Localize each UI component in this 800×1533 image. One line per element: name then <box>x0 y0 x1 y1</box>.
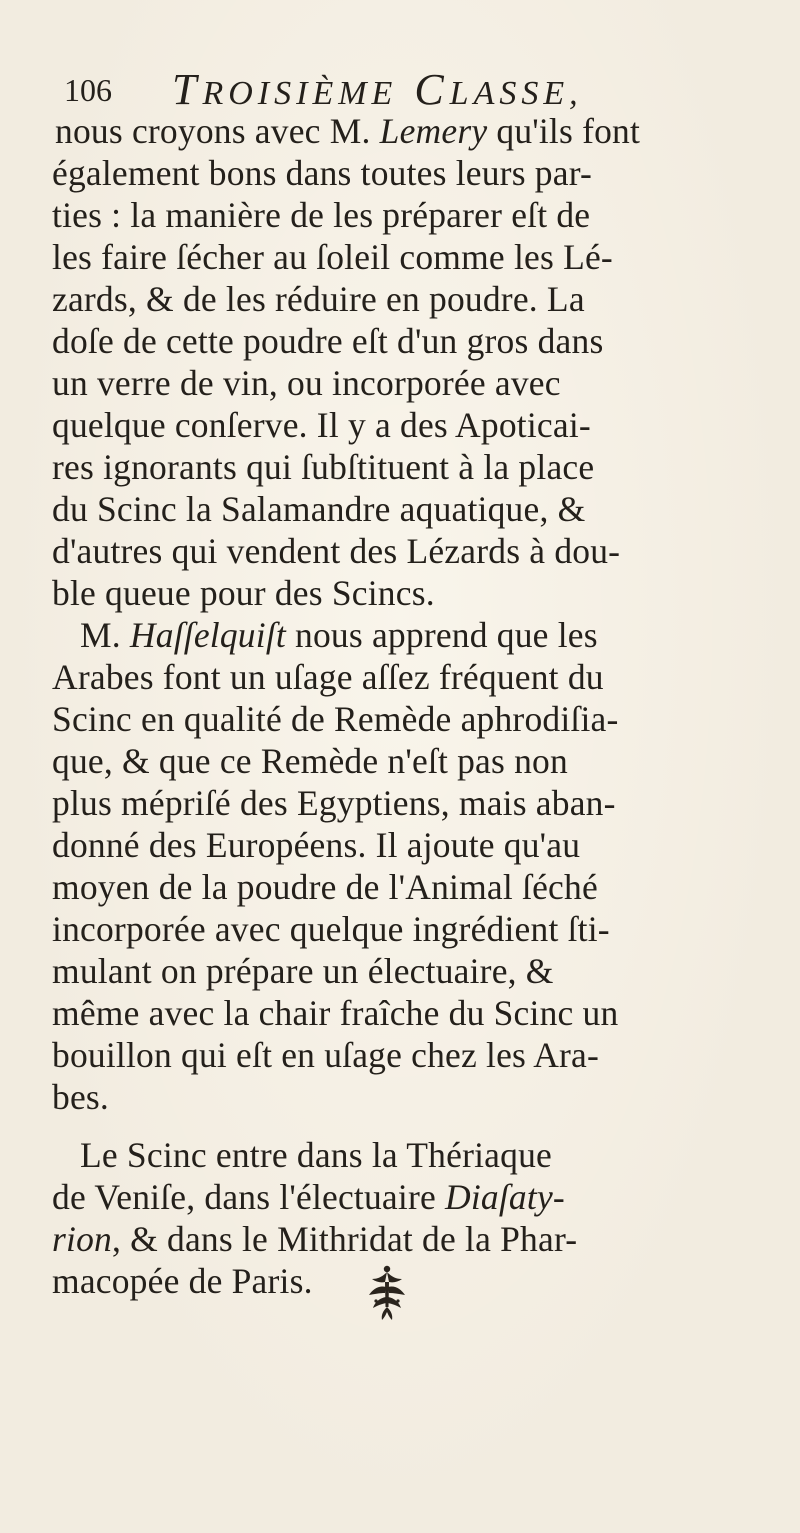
text-line: zards, & de les réduire en poudre. La <box>52 279 585 319</box>
text-line: un verre de vin, ou incorporée avec <box>52 363 561 403</box>
running-head-initial-1: T <box>172 65 203 114</box>
text-line: d'autres qui vendent des Lézards à dou- <box>52 531 621 571</box>
text-line: bouillon qui eſt en uſage chez les Ara- <box>52 1035 600 1075</box>
text-line: Le Scinc entre dans la Thériaque <box>80 1135 552 1175</box>
text-line: rion, & dans le Mithridat de la Phar- <box>52 1219 578 1259</box>
running-head <box>172 64 583 115</box>
text-line: du Scinc la Salamandre aquatique, & <box>52 489 586 529</box>
text-line: plus mépriſé des Egyptiens, mais aban- <box>52 783 616 823</box>
text-line: de Veniſe, dans l'électuaire Diaſaty- <box>52 1177 565 1217</box>
text-line: Scinc en qualité de Remède aphrodiſia- <box>52 699 619 739</box>
text-line: macopée de Paris. <box>52 1261 313 1301</box>
text-line: Arabes font un uſage aſſez fréquent du <box>52 657 604 697</box>
text-line: M. Haſſelquiſt nous apprend que les <box>80 615 598 655</box>
running-head-word-2: LASSE, <box>449 75 583 112</box>
text-line: ble queue pour des Scincs. <box>52 573 435 613</box>
running-head-initial-2: C <box>414 65 450 114</box>
running-head-word-1: ROISIÈME <box>202 75 398 112</box>
text-line: quelque conſerve. Il y a des Apoticai- <box>52 405 591 445</box>
text-line: donné des Européens. Il ajoute qu'au <box>52 825 581 865</box>
text-line: nous croyons avec M. Lemery qu'ils font <box>55 111 641 151</box>
text-line: res ignorants qui ſubſtituent à la place <box>52 447 595 487</box>
text-line: bes. <box>52 1077 109 1117</box>
text-line: incorporée avec quelque ingrédient ſti- <box>52 909 610 949</box>
text-line: mulant on prépare un électuaire, & <box>52 951 554 991</box>
text-line: ties : la manière de les préparer eſt de <box>52 195 591 235</box>
text-line: que, & que ce Remède n'eſt pas non <box>52 741 568 781</box>
text-line: également bons dans toutes leurs par- <box>52 153 593 193</box>
text-line: même avec la chair fraîche du Scinc un <box>52 993 619 1033</box>
text-line: les faire ſécher au ſoleil comme les Lé- <box>52 237 613 277</box>
fleuron-ornament-icon <box>364 1263 410 1323</box>
text-line: doſe de cette poudre eſt d'un gros dans <box>52 321 604 361</box>
page-number: 106 <box>64 72 112 108</box>
text-line: moyen de la poudre de l'Animal ſéché <box>52 867 598 907</box>
